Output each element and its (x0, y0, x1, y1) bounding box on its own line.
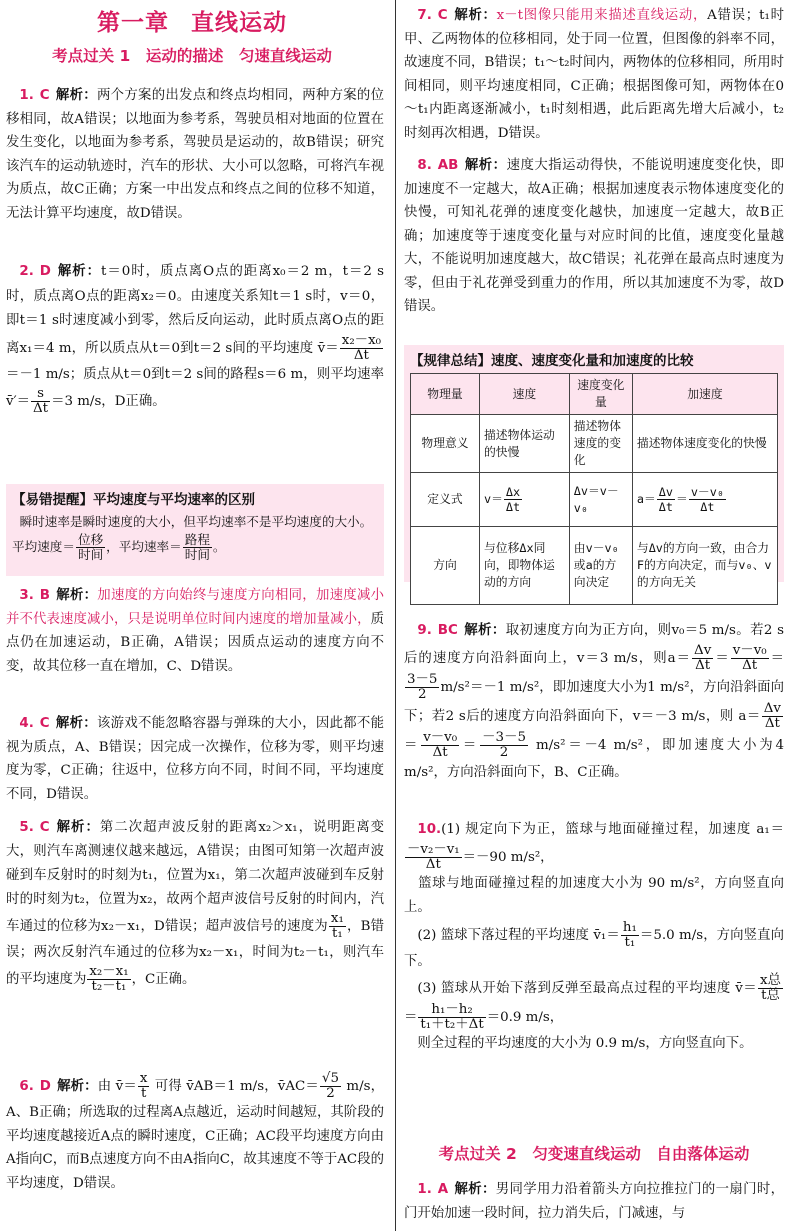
table-header: 加速度 (632, 374, 777, 415)
answer-1: 1. C 解析：两个方案的出发点和终点均相同，两种方案的位移相同，故A错误；以地面为参考系，驾驶员相对地面的位置在发生变化，以地面为参考系，驾驶员是运动的，故B错误；研究该汽车的运动轨迹时，汽车的形状、大小可以忽略，可将汽车视为质点，故C正确；方案一中出发点和终点之间的位移不知道，无法计算平均速度，故D错误。 (6, 88, 385, 221)
tip-body: 瞬时速率是瞬时速度的大小，但平均速率不是平均速度的大小。平均速度＝ $\frac{\text{位移}}{\text{时间}}$ ，平均速率＝ $\frac{\text{路程}}{\text{时间}}$ 。 (12, 514, 373, 562)
answer-8: 8. AB 解析：速度大指运动得快，不能说明速度变化快，即加速度不一定越大，故A正确；根据加速度表示物体速度变化的快慢，可知礼花弹的速度变化越快，加速度一定越大，故B正确；加速度等于速度变化量与对应时间的比值，速度变化量越大，不能说明加速度越大，故C错误；礼花弹在最高点时速度为零，但由于礼花弹受到重力的作用，所以其加速度不为零，故D错误。 (404, 158, 785, 314)
answer-3: 3. B 解析：加速度的方向始终与速度方向相同，加速度减小并不代表速度减小，只是说明单位时间内速度的增加量减小，质点仍在加速运动，B正确，A错误；因质点运动的速度方向不变，故其位移一直在增加，C、D错误。 (6, 588, 385, 674)
chapter-title: 第一章 直线运动 (97, 9, 287, 36)
table-row (411, 415, 778, 473)
table-row-header: 物理意义 (411, 415, 480, 473)
table-cell: 描述物体速度的变化 (569, 415, 632, 473)
answer-10: 10.(1) 规定向下为正，篮球与地面碰撞过程，加速度 a₁＝ $\frac{\text{－v₂－v₁}}{\Delta t}$ ＝－90 m/s²， 篮球与地面碰撞过程的加速度大小为 90 m/s²，方向竖直向上。 (2) 篮球下落过程的平均速度 v̄₁＝ $\frac{\text{h₁}}{\text{t₁}}$ ＝5.0 m/s，方向竖直向下。 (3) 篮球从开始下落到反弹至最高点过程的平均速度 v̄＝ $\frac{\text{x总}}{\text{t总}}$ ＝ $\frac{\text{h₁－h₂}}{\text{t₁＋t₂＋Δt}}$ ＝0.9 m/s， 则全过程的平均速度的大小为 0.9 m/s，方向竖直向下。 (404, 822, 784, 1051)
table-cell: 描述物体速度变化的快慢 (632, 415, 777, 473)
section-heading-1: 考点过关 1 运动的描述 匀速直线运动 (52, 47, 332, 65)
comparison-table (410, 373, 778, 605)
table-row-header: 方向 (411, 527, 480, 605)
table-header: 速度 (480, 374, 570, 415)
tip-title: 【易错提醒】平均速度与平均速率的区别 (12, 492, 255, 508)
answer-11: 1. A 解析：男同学用力沿着箭头方向拉推拉门的一扇门时，门开始加速一段时间，拉力消失后，门减速，与 (404, 1182, 785, 1221)
table-cell: v＝ $\frac{\Delta x}{\Delta t}$ (480, 473, 570, 527)
table-cell: 与Δv的方向一致，由合力F的方向决定，而与v₀、v的方向无关 (632, 527, 777, 605)
table-header: 物理量 (411, 374, 480, 415)
table-header-row (411, 374, 778, 415)
table-cell: 与位移Δx同向，即物体运动的方向 (480, 527, 570, 605)
answer-5: 5. C 解析：第二次超声波反射的距离x₂＞x₁，说明距离变大，则汽车离测速仪越来越远，A错误；由图可知第一次超声波碰到车反射时的时刻为t₁，位置为x₁，第二次超声波碰到车反射时的时刻为t₂，位置为x₂，故两个超声波信号反射的时间内，汽车通过的位移为x₂－x₁，D错误；超声波信号的速度为 $\frac{\text{x₁}}{\text{t₁}}$ ，B错误；两次反射汽车通过的位移为x₂－x₁，时间为t₂－t₁，则汽车的平均速度为 $\frac{\text{x₂－x₁}}{\text{t₂－t₁}}$ ，C正确。 (6, 820, 384, 994)
answer-4: 4. C 解析：该游戏不能忽略容器与弹珠的大小，因此都不能视为质点，A、B错误；因完成一次操作，位移为零，则平均速度为零，C正确；往返中，位移方向不同，时间不同，平均速度不同，D错误。 (6, 716, 385, 802)
section-heading-2: 考点过关 2 匀变速直线运动 自由落体运动 (438, 1145, 750, 1163)
table-row (411, 473, 778, 527)
column-divider (395, 0, 396, 1231)
answer-2: 2. D 解析：t＝0时，质点离O点的距离x₀＝2 m，t＝2 s时，质点离O点的距离x₂＝0。由速度关系知t＝1 s时，v＝0，即t＝1 s时速度减小到零，然后反向运动，此时质点离O点的距离x₁＝4 m，所以质点从t＝0到t＝2 s间的平均速度 v̄＝ $\frac{\text{x₂－x₀}}{\Delta t}$ ＝－1 m/s；质点从t＝0到t＝2 s间的路程s＝6 m，则平均速率 v̄′＝ $\frac{s}{\Delta t}$ ＝3 m/s，D正确。 (6, 264, 385, 416)
tip-box (6, 484, 384, 576)
summary-title: 【规律总结】速度、速度变化量和加速度的比较 (410, 353, 694, 369)
summary-box (404, 345, 784, 589)
table-cell: 描述物体运动的快慢 (480, 415, 570, 473)
table-cell: Δv＝v－v₀ (569, 473, 632, 527)
table-row (411, 527, 778, 605)
table-cell: 由v－v₀或a的方向决定 (569, 527, 632, 605)
table-header: 速度变化量 (569, 374, 632, 415)
table-cell: a＝ $\frac{\Delta v}{\Delta t}$ ＝ $\frac{\text{v－v₀}}{\Delta t}$ (632, 473, 777, 527)
answer-7: 7. C 解析：x－t图像只能用来描述直线运动，A错误；t₁时甲、乙两物体的位移相同，处于同一位置，但图像的斜率不同，故速度不同，B错误；t₁～t₂时间内，两物体的位移相同，所用时间相同，则平均速度相同，C正确；根据图像可知，两物体在0～t₁内距离逐渐减小，t₁时刻相遇，此后距离先增大后减小，t₂时刻再次相遇，D错误。 (404, 8, 784, 141)
answer-9: 9. BC 解析：取初速度方向为正方向，则v₀＝5 m/s。若2 s后的速度方向沿斜面向上，v＝3 m/s，则a＝ $\frac{\Delta v}{\Delta t}$ ＝ $\frac{\text{v－v₀}}{\Delta t}$ ＝ $\frac{3-5}{2}$ m/s²＝－1 m/s²，即加速度大小为1 m/s²，方向沿斜面向下；若2 s后的速度方向沿斜面向下，v＝－3 m/s，则 a＝ $\frac{\Delta v}{\Delta t}$ ＝ $\frac{\text{v－v₀}}{\Delta t}$ ＝ $\frac{-3-5}{2}$ m/s²＝－4 m/s²，即加速度大小为4 m/s²，方向沿斜面向下，B、C正确。 (404, 623, 785, 780)
answer-6: 6. D 解析：由 v̄＝ $\frac{x}{t}$ 可得 v̄AB＝1 m/s，v̄AC＝ $\frac{√5}{2}$ m/s，A、B正确；所选取的过程离A点越近，运动时间越短，其阶段的平均速度越接近A点的瞬时速度，C正确；AC段平均速度方向由A指向C，而B点速度方向不由A指向C，故其速度不等于AC段的平均速度，D错误。 (6, 1071, 385, 1191)
table-row-header: 定义式 (411, 473, 480, 527)
